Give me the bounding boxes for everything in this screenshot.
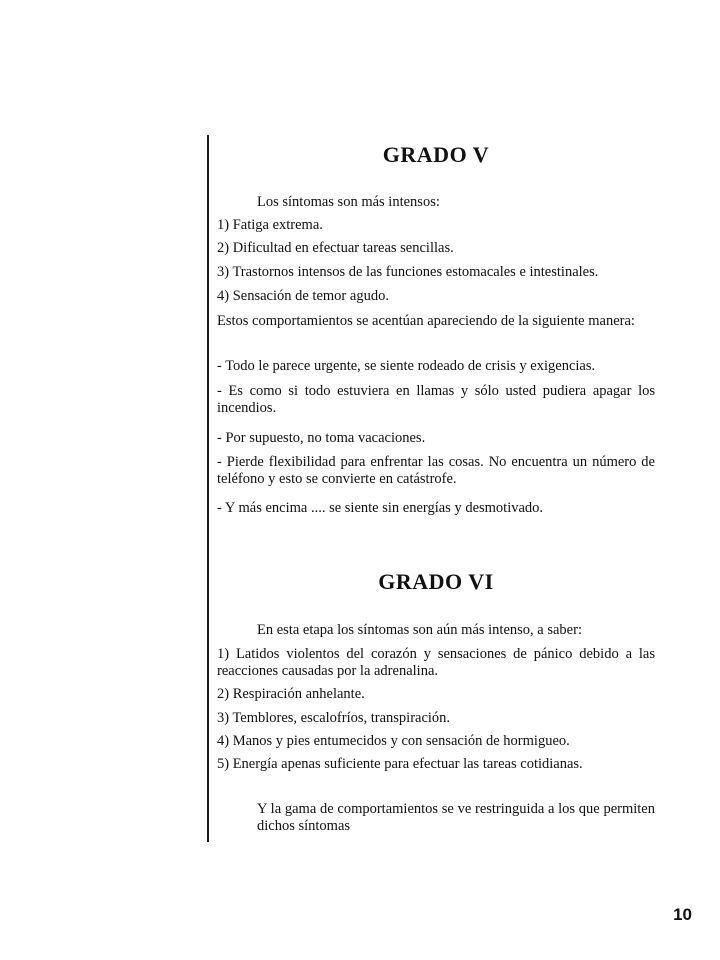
grado-v-behavior-5: - Y más encima .... se siente sin energías y desmotivado. [217, 500, 544, 516]
grado-vi-item-1: 1) Latidos violentos del corazón y sensaciones de pánico debido a las reacciones causadas por la adrenalina. [217, 646, 655, 679]
grado-v-item-1: 1) Fatiga extrema. [217, 217, 323, 233]
grado-v-behavior-1: - Todo le parece urgente, se siente rodeado de crisis y exigencias. [217, 358, 596, 374]
heading-grado-vi: GRADO VI [378, 569, 494, 594]
grado-vi-item-2: 2) Respiración anhelante. [217, 686, 365, 702]
grado-v-intro: Los síntomas son más intensos: [257, 194, 440, 210]
page-number: 10 [673, 905, 692, 924]
grado-v-item-4: 4) Sensación de temor agudo. [217, 288, 389, 304]
grado-v-behavior-2: - Es como si todo estuviera en llamas y sólo usted pudiera apagar los incendios. [217, 383, 655, 416]
grado-vi-closing: Y la gama de comportamientos se ve restringuida a los que permiten dichos síntomas [257, 801, 655, 834]
grado-v-behavior-4: - Pierde flexibilidad para enfrentar las cosas. No encuentra un número de teléfono y esto se convierte en catástrofe. [217, 454, 655, 487]
grado-vi-item-5: 5) Energía apenas suficiente para efectuar las tareas cotidianas. [217, 756, 583, 772]
grado-vi-intro: En esta etapa los síntomas son aún más intenso, a saber: [257, 622, 582, 638]
grado-vi-item-3: 3) Temblores, escalofríos, transpiración. [217, 710, 451, 726]
heading-grado-v: GRADO V [382, 142, 490, 167]
margin-vertical-rule [207, 135, 209, 842]
grado-vi-item-4: 4) Manos y pies entumecidos y con sensación de hormigueo. [217, 733, 570, 749]
grado-v-item-2: 2) Dificultad en efectuar tareas sencillas. [217, 240, 454, 256]
grado-v-behaviors-intro: Estos comportamientos se acentúan apareciendo de la siguiente manera: [217, 313, 635, 329]
grado-v-behavior-3: - Por supuesto, no toma vacaciones. [217, 430, 426, 446]
grado-v-item-3: 3) Trastornos intensos de las funciones estomacales e intestinales. [217, 264, 599, 280]
